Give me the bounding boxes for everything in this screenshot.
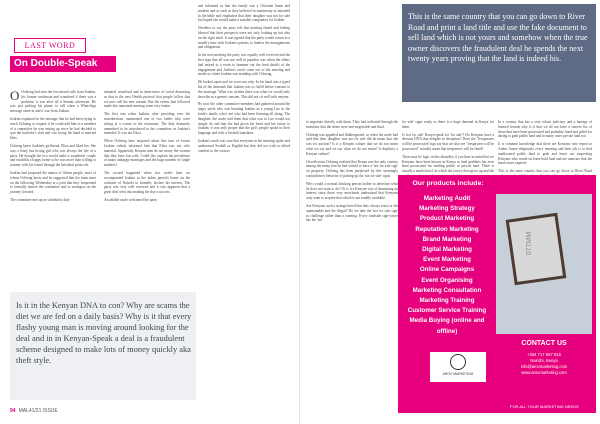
body-column-5 <box>402 120 494 172</box>
paragraph: Is 'not for sale' Kenya-speak for 'for sale'? Do Kenyans have a devious DNA that delights in deception? Does the 'Trespassers will be prosecuted' sign say that we also see "trespassers will be prosecuted" actually mean that trespassers will be fined? <box>402 132 494 151</box>
ad-tagline: FOR ALL YOUR MARKETING NEEDS <box>510 404 579 409</box>
paragraph: Joakim's uncle was sure that everyone in the meeting spoke and understood Swahili or English but they did not wish to afford comfort to the visitors <box>198 138 290 153</box>
page-number: 94 <box>10 408 16 414</box>
paragraph: Joakim explained in the message that he had been trying to reach Ochieng to request if he could add him to a member of a committee he was setting up since he had decided to quit the bachelor's club and was trying his hand at married bliss. <box>10 116 96 141</box>
ad-product-item: Marketing Audit <box>423 195 471 202</box>
contact-heading: CONTACT US <box>521 340 567 347</box>
ad-product-item: Digital Marketing <box>422 246 472 254</box>
section-label: LAST WORD <box>14 38 86 53</box>
pull-quote-right: This is the same country that you can go down to River Road and print a land title and use the fake document to sell land which is not yours and somehow when the true owner discovers the fraudulent deal he spends the next twenty years proving that the land is indeed his. <box>408 12 588 64</box>
paragraph: Why would a normal thinking person bother to advertise what he does not want to do? Or is it a Kenyan way of drumming up interest since these very merchants understand that Kenyans only want to acquire that which is not readily available. <box>306 181 398 201</box>
body-column-4 <box>306 120 398 310</box>
license-plate-image <box>506 213 567 286</box>
paragraph: O Ochieng had seen the few mixed calls from Joakim, his former workmate and wondered if there was a problem; it was after all a Sunday afternoon. He was just picking his phone to call when a WhatsApp message came in and it was from Joakim. <box>10 88 96 114</box>
body-column-6 <box>498 120 592 172</box>
ad-product-item: Customer Service Training <box>407 307 487 315</box>
paragraph: There may be logic in this absurdity if you bear in mind that we Kenyans have been known in Kenya as land grabbers has ever been prosecuted for stealing public or private land. There is usually a media howl, in which the outcry then gives up and the <box>402 154 494 174</box>
paragraph: He looked upset and we soon saw why. In his hand was a typed list of the demands that Joakim was to fulfill before consent to the marriage. What was written there was what we would only describe as a generic ransom. This did not sit well with anyone. <box>198 80 290 99</box>
ad-product-item: Event Marketing <box>423 256 471 264</box>
ad-product-item: Marketing Consultation <box>412 286 482 294</box>
ad-heading: Our products include: <box>412 180 484 187</box>
body-column-3 <box>198 4 290 404</box>
paragraph: for sale' signs ready as there is a huge demand in Kenya for them. <box>402 120 494 129</box>
contact-website: www.arovmarketing.com <box>521 370 567 375</box>
contact-list <box>498 352 590 376</box>
paragraph: Are Kenyans such a strange breed that they always resist or the unattainable and the illegal? Do we take the 'not for sale sign' as challenge rather than a warning. Every roadside sign-writer has the 'not <box>306 203 398 223</box>
body-column-1 <box>10 90 96 255</box>
ad-product-item: Event Organising <box>421 276 473 284</box>
body-column-2 <box>104 90 190 255</box>
logo-icon <box>450 354 466 370</box>
paragraph: Joakim had proposed the names of fifteen people, most of whom Ochieng knew and he suggested that the team meet on the following Wednesday at a joint that they frequented to formally launch the committee and to strategise on the journey forward. <box>10 170 96 195</box>
ad-photo <box>496 194 592 334</box>
paragraph: It is common knowledge that there are Kenyans who report to Arabic house religiously every morning and their job is to find unallocated public land to grab and fence out suspecting Kenyans who reside on lease-hold land and are unaware that the leases have expired. <box>498 142 592 166</box>
ad-product-item: Marketing Strategy <box>419 205 475 213</box>
ad-product-item: Brand Marketing <box>422 235 472 243</box>
body-column-4-top <box>306 4 398 116</box>
contact-email: info@arovmarketing.com <box>520 364 568 369</box>
ad-product-item: Media Buying (online and offline) <box>409 317 485 335</box>
paragraph: The second happened when two weeks later we accompanied Joakim to the ladies parent's home on the outskirts of Nairobi to formally declare his interest. The party was very well received and it was apparent that a great deal went into making the day a success. <box>104 170 190 195</box>
paragraph: When Ochieng later enquired about this turn of events Joakim calmly informed him that Eliza was not wife material. Apparently Kenyan men do not marry the women that they have fun with. Could this explain the prevalence of many unhappy marriages and the huge number of single mothers? <box>104 139 190 168</box>
issue-label: MAL41/21 ISSUE <box>18 408 58 414</box>
ad-product-item: Marketing Training <box>419 297 475 305</box>
paragraph: Ochieng knew Joakim's girlfriend, Eliza and liked her. She was a feisty fun loving girl who was always the life of a party. He thought the two would make a wonderful couple and establish a happy home so he was more than willing to journey with his friend through the betrothal protocols. <box>10 143 96 168</box>
paragraph: minuted, sensitised and in observance of social distancing so that to the new Health protocol that people follow that we now call the new normal. But the events that followed made this unnatural meeting seem very tennis. <box>104 90 190 109</box>
article-title: On Double-Speak <box>14 58 98 69</box>
paragraph: This is the same country that you can go down to River Road <box>498 169 592 174</box>
paragraph: The first was when Joakim, after presiding over the introductions, summoned one of two ladies who were sitting at a corner to the restaurant. The lady demurely unmasked to be introduced to the committee as Joakim's intended. It was not Eliza. <box>104 112 190 136</box>
paragraph: By now the other committee members had gathered around the angry uncle who was berating Joakim as a young Luo in the bride's family who's not who had been listening all along. The daughter, the uncle told them that what was in Luo would not simply do and that she had given her heart and her future to Joakim; it was only proper that the girl's people spoke in their language and with a Swahili translator. <box>198 102 290 136</box>
contact-phone: +254 717 557 916 <box>527 352 561 357</box>
paragraph: to negotiate directly with them. They had indicated through the translator that the items were non-negotiable and final. <box>306 120 398 129</box>
ad-product-list <box>402 194 492 337</box>
ad-product-item: Online Campaigns <box>419 266 475 274</box>
contact-location: Nairobi, Kenya <box>530 358 558 363</box>
drop-cap: O <box>10 88 20 103</box>
ad-product-item: Reputation Marketing <box>415 225 479 233</box>
ad-logo-text: AROV MARKETING <box>442 372 474 376</box>
paragraph: and informed us that the family was a Christian home and modern and as such as they believed in matrimony as intended in the bible and emphasise that their daughter was not for sale but hoped she would make a suitable companion for Joakim. <box>198 4 290 23</box>
pull-quote-left: Is it in the Kenyan DNA to con? Why are scams the diet we are fed on a daily basis? Why is it that every flashy young man is moving around looking for the deal and in in Kenyan-Speak a deal is a fraudulent scheme designed to make lots of money quickly aka theft style. <box>16 301 192 365</box>
paragraph: The committee met up as scheduled, duly <box>10 197 70 202</box>
page-footer <box>10 408 58 414</box>
plate-text: 077MM <box>526 231 534 256</box>
paragraph: In the next meeting the party was equally well received and the first sign that all was not well in paradise was when the elders had retired to a room to hammer out the final details of the engagement and Joakim's uncle came out of the meeting and strode to where Joakim was standing with Ochieng. <box>198 53 290 77</box>
paragraph: Needless to say the party left that meeting elated and feeling blessed that their prospects were not only looking up but also on the right track. It was agreed that the party would return in a month's time with Joakim's parents to finalise the arrangements and obligations. <box>198 26 290 50</box>
paragraph: On reflection Ochieng realized that Kenya was the only country among the many that he had visited to have a 'not for sale sign' on property. Ochieng has been perplexed by this seemingly contradictory behavior of putting up the 'not for sale' signs. <box>306 159 398 178</box>
ad-product-item: Product Marketing <box>419 215 475 223</box>
paragraph: In a country that has a very robust judiciary and a barrage of learned friends why is it that we do not have a sincere list of those that have been prosecuted and probably fined and jailed for daring to grab public land and in many cases private land too. <box>498 120 592 139</box>
paragraph: Ochieng was appalled and flabbergasted, so when the uncle had said that their daughter was not for sale did he mean that she was for auction? Is it a Kenyan culture that we do not mean what we say and we say what we do not mean? Is duplicity a Kenyan culture? <box>306 132 398 156</box>
paragraph: An affable uncle welcomed the party <box>104 197 158 202</box>
